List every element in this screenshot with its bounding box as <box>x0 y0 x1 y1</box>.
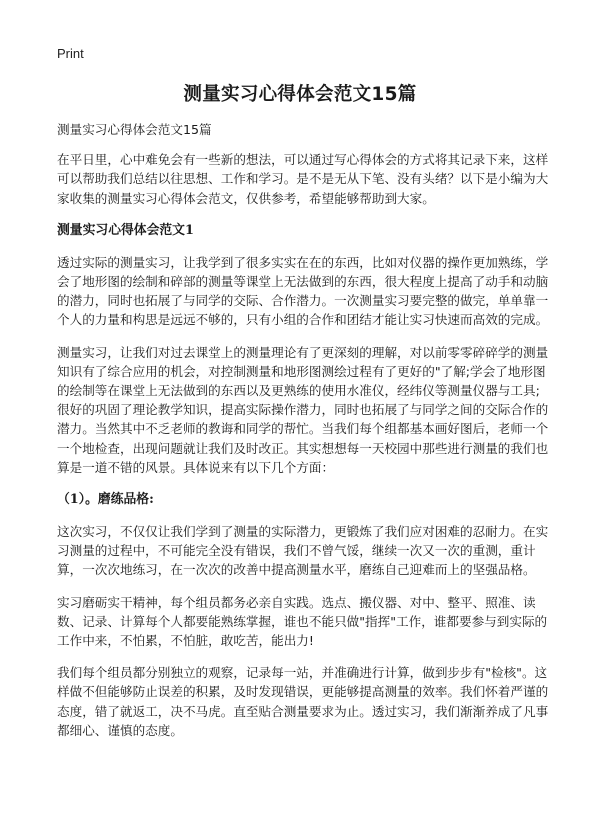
paragraph-5: 我们每个组员都分别独立的观察，记录每一站，并准确进行计算，做到步步有"检核"。这样做不但能够防止误差的积累，及时发现错误，更能够提高测量的效率。我们怀着严谨的态度，错了就返工，决不马虎。直至贴合测量要求为止。透过实习，我们渐渐养成了凡事都细心、谨慎的态度。 <box>57 665 549 738</box>
article-subtitle: 测量实习心得体会范文15篇 <box>57 122 212 137</box>
print-link[interactable]: Print <box>57 46 84 61</box>
section-heading-1: 测量实习心得体会范文1 <box>57 222 194 238</box>
section-heading-2: （1）。磨练品格: <box>57 492 154 508</box>
paragraph-4: 实习磨砺实干精神，每个组员都务必亲自实践。选点、搬仪器、对中、整平、照准、读数、记录、计算每个人都要能熟练掌握，谁也不能只做"指挥"工作，谁都要参与到实际的工作中来，不怕累，不怕脏，敢吃苦，能出力! <box>57 594 548 649</box>
page-title: 测量实习心得体会范文15篇 <box>183 84 417 105</box>
intro-paragraph: 在平日里，心中难免会有一些新的想法，可以通过写心得体会的方式将其记录下来，这样可以帮助我们总结以往思想、工作和学习。是不是无从下笔、没有头绪？以下是小编为大家收集的测量实习心得体会范文，仅供参考，希望能够帮助到大家。 <box>57 152 549 206</box>
article-body <box>57 120 549 753</box>
paragraph-3: 这次实习，不仅仅让我们学到了测量的实际潜力，更锻炼了我们应对困难的忍耐力。在实习测量的过程中，不可能完全没有错误，我们不曾气馁，继续一次又一次的重测，重计算，一次次地练习，在一次次的改善中提高测量水平，磨练自己迎难而上的坚强品格。 <box>57 524 549 578</box>
paragraph-1: 透过实际的测量实习，让我学到了很多实实在在的东西，比如对仪器的操作更加熟练，学会了地形图的绘制和碎部的测量等课堂上无法做到的东西，很大程度上提高了动手和动脑的潜力，同时也拓展了与同学的交际、合作潜力。一次测量实习要完整的做完，单单靠一个人的力量和构思是远远不够的，只有小组的合作和团结才能让实习快速而高效的完成。 <box>57 254 549 328</box>
paragraph-2: 测量实习，让我们对过去课堂上的测量理论有了更深刻的理解，对以前零零碎碎学的测量知识有了综合应用的机会，对控制测量和地形图测绘过程有了更好的"了解;学会了地形图的绘制等在课堂上无法做到的东西以及更熟练的使用水准仪，经纬仪等测量仪器与工具;很好的巩固了理论教学知识，提高实际操作潜力，同时也拓展了与同学之间的交际合作的潜力。当然其中不乏老师的教诲和同学的帮忙。当我们每个组都基本画好图后，老师一个一个地检查，出现问题就让我们及时改正。其实想想每一天校园中那些进行测量的我们也算是一道不错的风景。具体说来有以下几个方面： <box>57 344 549 475</box>
